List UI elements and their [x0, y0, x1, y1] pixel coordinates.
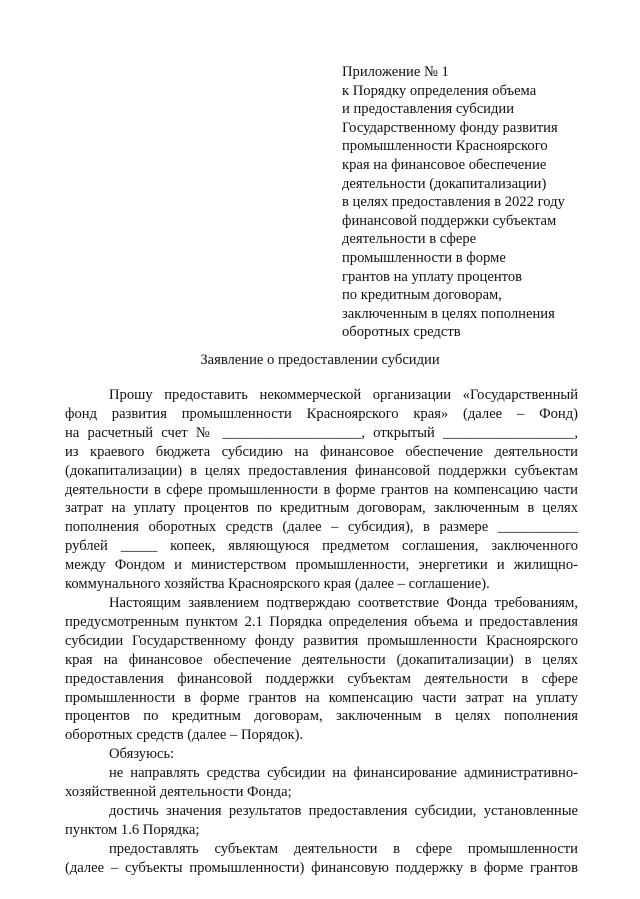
body-line: Обязуюсь: [109, 746, 175, 763]
appendix-line: промышленности Красноярского [342, 138, 548, 155]
body-line: на расчетный счет № ___________________, открытый __________________, [65, 424, 578, 441]
body-line: деятельности в сфере промышленности в форме грантов на компенсацию части [65, 481, 578, 498]
body-line: достичь значения результатов предоставления субсидии, установленные [109, 802, 578, 819]
body-line: Прошу предоставить некоммерческой организации «Государственный [109, 387, 578, 403]
body-line: предусмотренным пунктом 2.1 Порядка определения объема и предоставления [65, 613, 578, 630]
body-line: оборотных средств (далее – Порядок). [65, 727, 304, 744]
appendix-line: деятельности (докапитализации) [342, 175, 547, 192]
appendix-line: края на финансовое обеспечение [342, 156, 547, 173]
body-line: (докапитализации) в целях предоставления финансовой поддержки субъектам [65, 462, 578, 479]
body-line: затрат на уплату процентов по кредитным договорам, заключенным в целях [65, 500, 578, 517]
body-line: не направлять средства субсидии на финансирование административно- [109, 765, 578, 782]
appendix-line: оборотных средств [342, 324, 461, 341]
body-line: предоставления финансовой поддержки субъектам деятельности в сфере [65, 670, 578, 687]
body-line: фонд развития промышленности Красноярского края» (далее – Фонд) [65, 405, 578, 422]
appendix-line: по кредитным договорам, [342, 287, 502, 304]
appendix-line: финансовой поддержки субъектам [342, 212, 557, 229]
body-line: промышленности в форме грантов на компенсацию части затрат на уплату [65, 689, 578, 706]
body-line: предоставлять субъектам деятельности в сфере промышленности [109, 840, 578, 857]
body-line: между Фондом и министерством промышленности, энергетики и жилищно- [65, 557, 578, 574]
appendix-line: заключенным в целях пополнения [342, 305, 555, 322]
body-line: из краевого бюджета субсидию на финансовое обеспечение деятельности [65, 443, 578, 460]
body-line: пополнения оборотных средств (далее – субсидия), в размере ___________ [65, 519, 578, 536]
appendix-line: в целях предоставления в 2022 году [342, 194, 565, 211]
appendix-line: промышленности в форме [342, 249, 506, 266]
appendix-line: к Порядку определения объема [342, 82, 537, 99]
body-line: процентов по кредитным договорам, заключенным в целях пополнения [65, 708, 578, 725]
document-body [65, 386, 578, 878]
appendix-line: грантов на уплату процентов [342, 268, 523, 285]
appendix-header [342, 63, 627, 342]
body-line: коммунального хозяйства Красноярского края (далее – соглашение). [65, 576, 490, 593]
appendix-line: деятельности в сфере [342, 231, 477, 248]
body-line: (далее – субъекты промышленности) финансовую поддержку в форме грантов [65, 859, 578, 876]
appendix-line: Приложение № 1 [342, 64, 449, 80]
appendix-line: Государственному фонду развития [342, 119, 558, 136]
body-line: Настоящим заявлением подтверждаю соответствие Фонда требованиям, [109, 594, 578, 611]
body-line: края на финансовое обеспечение деятельности (докапитализации) в целях [65, 651, 578, 668]
body-line: рублей _____ копеек, являющуюся предметом соглашения, заключенного [65, 538, 578, 555]
body-line: хозяйственной деятельности Фонда; [65, 784, 292, 801]
body-line: пунктом 1.6 Порядка; [65, 821, 200, 838]
body-line: субсидии Государственному фонду развития промышленности Красноярского [65, 632, 578, 649]
document-title: Заявление о предоставлении субсидии [200, 352, 440, 368]
appendix-line: и предоставления субсидии [342, 101, 515, 118]
